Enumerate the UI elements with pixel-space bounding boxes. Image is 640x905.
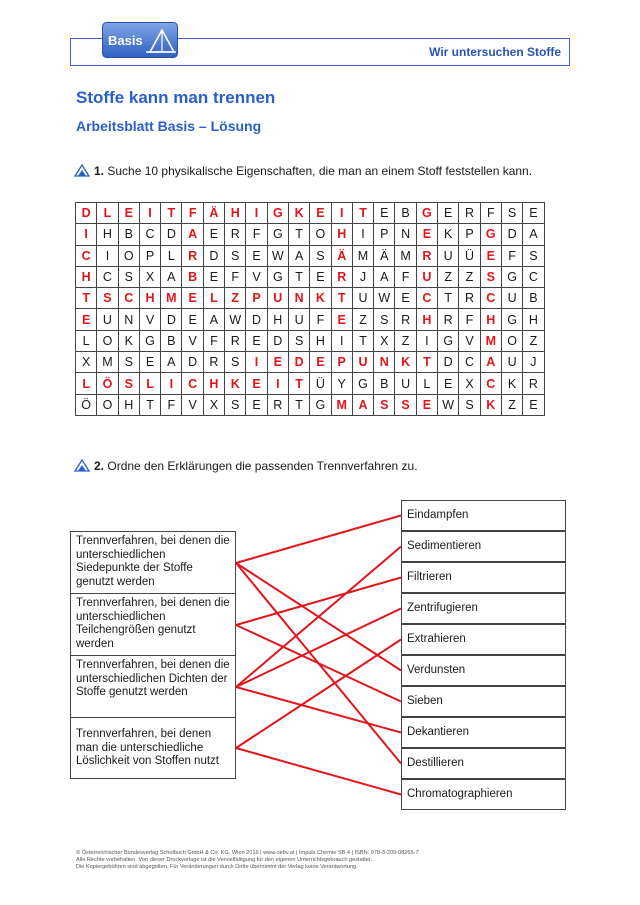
- grid-cell: T: [288, 224, 309, 245]
- header-title: Wir untersuchen Stoffe: [429, 45, 561, 59]
- grid-cell: E: [416, 224, 437, 245]
- explanation-box-3: Trennverfahren, bei denen die unterschiedlichen Dichten der Stoffe genutzt werden: [70, 655, 236, 718]
- grid-cell: R: [203, 352, 224, 373]
- grid-cell: C: [480, 373, 501, 394]
- grid-cell: T: [288, 373, 309, 394]
- task-2-number: 2.: [94, 459, 105, 473]
- grid-cell: I: [97, 245, 118, 266]
- grid-cell: I: [267, 373, 288, 394]
- task-1-text: Suche 10 physikalische Eigenschaften, die man an einem Stoff feststellen kann.: [107, 164, 533, 178]
- grid-cell: E: [267, 352, 288, 373]
- grid-cell: T: [288, 266, 309, 287]
- grid-cell: A: [523, 224, 544, 245]
- grid-cell: P: [331, 352, 352, 373]
- grid-cell: E: [523, 394, 544, 415]
- grid-cell: E: [182, 288, 203, 309]
- grid-cell: O: [97, 330, 118, 351]
- grid-cell: U: [395, 373, 416, 394]
- grid-cell: Z: [395, 330, 416, 351]
- explanation-box-1: Trennverfahren, bei denen die unterschiedlichen Siedepunkte der Stoffe genutzt werden: [70, 531, 236, 594]
- grid-cell: I: [161, 373, 182, 394]
- grid-cell: H: [310, 330, 331, 351]
- connection-line: [236, 625, 401, 702]
- grid-cell: K: [310, 288, 331, 309]
- grid-cell: F: [395, 266, 416, 287]
- grid-cell: V: [459, 330, 480, 351]
- grid-cell: U: [416, 266, 437, 287]
- grid-cell: V: [139, 309, 160, 330]
- grid-cell: M: [352, 245, 373, 266]
- grid-cell: T: [76, 288, 97, 309]
- grid-cell: K: [480, 394, 501, 415]
- grid-cell: F: [480, 203, 501, 224]
- grid-cell: B: [118, 224, 139, 245]
- grid-cell: M: [480, 330, 501, 351]
- grid-cell: S: [225, 394, 246, 415]
- method-box: Chromatographieren: [401, 779, 566, 810]
- grid-cell: Z: [225, 288, 246, 309]
- grid-cell: X: [139, 266, 160, 287]
- grid-cell: P: [374, 224, 395, 245]
- method-box: Sedimentieren: [401, 531, 566, 562]
- grid-cell: H: [331, 224, 352, 245]
- grid-cell: H: [76, 266, 97, 287]
- grid-cell: D: [182, 352, 203, 373]
- grid-cell: D: [438, 352, 459, 373]
- grid-cell: N: [374, 352, 395, 373]
- grid-cell: R: [182, 245, 203, 266]
- grid-cell: A: [203, 309, 224, 330]
- grid-cell: L: [416, 373, 437, 394]
- method-box: Sieben: [401, 686, 566, 717]
- grid-cell: F: [246, 224, 267, 245]
- grid-cell: S: [225, 352, 246, 373]
- grid-cell: X: [459, 373, 480, 394]
- grid-cell: R: [331, 266, 352, 287]
- grid-cell: S: [97, 288, 118, 309]
- grid-cell: E: [331, 309, 352, 330]
- grid-cell: B: [161, 330, 182, 351]
- grid-cell: N: [118, 309, 139, 330]
- page-subtitle: Arbeitsblatt Basis – Lösung: [76, 118, 262, 134]
- grid-cell: A: [182, 224, 203, 245]
- grid-cell: C: [118, 288, 139, 309]
- grid-cell: T: [288, 394, 309, 415]
- grid-cell: H: [118, 394, 139, 415]
- grid-cell: O: [118, 245, 139, 266]
- grid-cell: W: [225, 309, 246, 330]
- grid-cell: K: [395, 352, 416, 373]
- grid-cell: K: [438, 224, 459, 245]
- grid-cell: C: [97, 266, 118, 287]
- grid-cell: A: [161, 352, 182, 373]
- grid-cell: C: [480, 288, 501, 309]
- grid-cell: A: [288, 245, 309, 266]
- grid-cell: U: [352, 352, 373, 373]
- grid-cell: I: [331, 203, 352, 224]
- grid-cell: O: [310, 224, 331, 245]
- grid-cell: S: [480, 266, 501, 287]
- grid-cell: A: [480, 352, 501, 373]
- grid-cell: E: [139, 352, 160, 373]
- grid-cell: E: [118, 203, 139, 224]
- grid-cell: F: [161, 394, 182, 415]
- grid-cell: X: [76, 352, 97, 373]
- grid-cell: H: [523, 309, 544, 330]
- grid-cell: K: [501, 373, 522, 394]
- task-1-number: 1.: [94, 164, 105, 178]
- grid-cell: B: [182, 266, 203, 287]
- grid-cell: R: [438, 309, 459, 330]
- connection-line: [236, 609, 401, 688]
- grid-cell: T: [161, 203, 182, 224]
- grid-cell: K: [225, 373, 246, 394]
- grid-cell: M: [331, 394, 352, 415]
- grid-cell: F: [501, 245, 522, 266]
- grid-cell: T: [331, 288, 352, 309]
- grid-cell: C: [76, 245, 97, 266]
- grid-cell: D: [267, 330, 288, 351]
- grid-cell: E: [438, 203, 459, 224]
- grid-cell: U: [97, 309, 118, 330]
- grid-cell: K: [288, 203, 309, 224]
- grid-cell: A: [352, 394, 373, 415]
- grid-cell: E: [246, 373, 267, 394]
- grid-cell: Ä: [374, 245, 395, 266]
- grid-cell: E: [310, 352, 331, 373]
- grid-cell: V: [246, 266, 267, 287]
- grid-cell: S: [118, 352, 139, 373]
- grid-cell: Ö: [97, 373, 118, 394]
- grid-cell: E: [310, 266, 331, 287]
- grid-cell: D: [501, 224, 522, 245]
- grid-cell: D: [161, 309, 182, 330]
- grid-cell: Z: [523, 330, 544, 351]
- grid-cell: I: [352, 224, 373, 245]
- grid-cell: S: [501, 203, 522, 224]
- grid-cell: N: [395, 224, 416, 245]
- grid-cell: M: [97, 352, 118, 373]
- grid-cell: X: [203, 394, 224, 415]
- connection-line: [236, 748, 401, 795]
- grid-cell: I: [139, 203, 160, 224]
- grid-cell: S: [395, 394, 416, 415]
- grid-cell: I: [246, 352, 267, 373]
- grid-cell: S: [288, 330, 309, 351]
- grid-cell: C: [416, 288, 437, 309]
- grid-cell: R: [459, 203, 480, 224]
- grid-cell: E: [438, 373, 459, 394]
- grid-cell: D: [161, 224, 182, 245]
- grid-cell: B: [374, 373, 395, 394]
- grid-cell: E: [523, 203, 544, 224]
- grid-cell: Z: [352, 309, 373, 330]
- grid-cell: G: [310, 394, 331, 415]
- grid-cell: Z: [459, 266, 480, 287]
- grid-cell: G: [352, 373, 373, 394]
- grid-cell: E: [395, 288, 416, 309]
- grid-cell: L: [76, 373, 97, 394]
- grid-cell: W: [267, 245, 288, 266]
- grid-cell: H: [203, 373, 224, 394]
- grid-cell: R: [225, 224, 246, 245]
- grid-cell: H: [416, 309, 437, 330]
- footer-line: Alle Rechte vorbehalten. Von dieser Druckvorlage ist die Vervielfältigung für den eigenen Unterrichtsgebrauch gestattet.: [76, 857, 373, 863]
- grid-cell: C: [459, 352, 480, 373]
- grid-cell: U: [501, 352, 522, 373]
- method-box: Verdunsten: [401, 655, 566, 686]
- grid-cell: G: [480, 224, 501, 245]
- grid-cell: I: [76, 224, 97, 245]
- grid-cell: E: [246, 330, 267, 351]
- grid-cell: D: [76, 203, 97, 224]
- method-box: Zentrifugieren: [401, 593, 566, 624]
- grid-cell: W: [438, 394, 459, 415]
- grid-cell: S: [310, 245, 331, 266]
- method-box: Dekantieren: [401, 717, 566, 748]
- grid-cell: G: [139, 330, 160, 351]
- grid-cell: R: [416, 245, 437, 266]
- grid-cell: S: [459, 394, 480, 415]
- grid-cell: R: [267, 394, 288, 415]
- grid-cell: D: [203, 245, 224, 266]
- grid-cell: M: [395, 245, 416, 266]
- grid-cell: V: [182, 394, 203, 415]
- grid-cell: L: [139, 373, 160, 394]
- grid-cell: T: [438, 288, 459, 309]
- grid-cell: U: [352, 288, 373, 309]
- grid-cell: I: [331, 330, 352, 351]
- grid-cell: C: [523, 266, 544, 287]
- method-box: Eindampfen: [401, 500, 566, 531]
- method-box: Extrahieren: [401, 624, 566, 655]
- grid-cell: U: [267, 288, 288, 309]
- grid-cell: A: [374, 266, 395, 287]
- grid-cell: T: [139, 394, 160, 415]
- grid-cell: G: [416, 203, 437, 224]
- grid-cell: W: [374, 288, 395, 309]
- grid-cell: G: [438, 330, 459, 351]
- grid-cell: L: [97, 203, 118, 224]
- grid-cell: P: [246, 288, 267, 309]
- grid-cell: D: [246, 309, 267, 330]
- grid-cell: F: [225, 266, 246, 287]
- footer: [76, 850, 419, 871]
- grid-cell: G: [501, 309, 522, 330]
- grid-cell: H: [225, 203, 246, 224]
- footer-line: Die Kopiergebühren sind abgegolten. Für Veränderungen durch Dritte übernimmt der Verlag keine Verantwortung.: [76, 864, 358, 870]
- grid-cell: S: [118, 373, 139, 394]
- grid-cell: G: [501, 266, 522, 287]
- grid-cell: S: [374, 309, 395, 330]
- grid-cell: Ä: [331, 245, 352, 266]
- grid-cell: Ö: [76, 394, 97, 415]
- grid-cell: T: [352, 330, 373, 351]
- grid-cell: O: [97, 394, 118, 415]
- grid-cell: S: [523, 245, 544, 266]
- page-title: Stoffe kann man trennen: [76, 88, 276, 107]
- grid-cell: E: [416, 394, 437, 415]
- task-2-text: Ordne den Erklärungen die passenden Trennverfahren zu.: [107, 459, 418, 473]
- grid-cell: R: [395, 309, 416, 330]
- grid-cell: Ü: [459, 245, 480, 266]
- grid-cell: T: [416, 352, 437, 373]
- grid-cell: P: [459, 224, 480, 245]
- grid-cell: E: [203, 224, 224, 245]
- grid-cell: E: [203, 266, 224, 287]
- grid-cell: U: [438, 245, 459, 266]
- grid-cell: M: [161, 288, 182, 309]
- grid-cell: H: [480, 309, 501, 330]
- grid-cell: F: [182, 203, 203, 224]
- grid-cell: S: [225, 245, 246, 266]
- grid-cell: Ä: [203, 203, 224, 224]
- grid-cell: R: [459, 288, 480, 309]
- grid-cell: E: [374, 203, 395, 224]
- grid-cell: L: [161, 245, 182, 266]
- grid-cell: D: [288, 352, 309, 373]
- grid-cell: J: [523, 352, 544, 373]
- explanation-box-4: Trennverfahren, bei denen man die unterschiedliche Löslichkeit von Stoffen nutzt: [70, 717, 236, 779]
- explanation-box-2: Trennverfahren, bei denen die unterschiedlichen Teilchengrößen genutzt werden: [70, 593, 236, 656]
- connection-line: [236, 516, 401, 564]
- grid-cell: E: [310, 203, 331, 224]
- grid-cell: E: [480, 245, 501, 266]
- grid-cell: G: [267, 224, 288, 245]
- method-box: Destillieren: [401, 748, 566, 779]
- grid-cell: L: [76, 330, 97, 351]
- grid-cell: G: [267, 266, 288, 287]
- grid-cell: S: [374, 394, 395, 415]
- grid-cell: F: [459, 309, 480, 330]
- method-box: Filtrieren: [401, 562, 566, 593]
- grid-cell: F: [203, 330, 224, 351]
- grid-cell: S: [118, 266, 139, 287]
- connection-line: [236, 547, 401, 688]
- footer-line: © Österreichischer Bundesverlag Schulbuch GmbH & Co. KG, Wien 2016 | www.oebv.at | Impuls Chemie SB 4 | ISBN: 978-3-209-08265-7: [76, 850, 419, 856]
- grid-cell: H: [267, 309, 288, 330]
- grid-cell: V: [182, 330, 203, 351]
- grid-cell: B: [395, 203, 416, 224]
- grid-cell: Y: [331, 373, 352, 394]
- logo-text: Basis: [108, 33, 143, 48]
- grid-cell: R: [225, 330, 246, 351]
- grid-cell: X: [374, 330, 395, 351]
- grid-cell: C: [182, 373, 203, 394]
- grid-cell: Z: [501, 394, 522, 415]
- grid-cell: L: [203, 288, 224, 309]
- grid-cell: G: [267, 203, 288, 224]
- grid-cell: R: [523, 373, 544, 394]
- grid-cell: Z: [438, 266, 459, 287]
- grid-cell: K: [118, 330, 139, 351]
- grid-cell: O: [501, 330, 522, 351]
- grid-cell: H: [97, 224, 118, 245]
- grid-cell: U: [501, 288, 522, 309]
- grid-cell: U: [288, 309, 309, 330]
- grid-cell: T: [352, 203, 373, 224]
- grid-cell: C: [139, 224, 160, 245]
- grid-cell: B: [523, 288, 544, 309]
- grid-cell: A: [161, 266, 182, 287]
- grid-cell: E: [76, 309, 97, 330]
- grid-cell: E: [246, 245, 267, 266]
- grid-cell: Ü: [310, 373, 331, 394]
- grid-cell: I: [246, 203, 267, 224]
- grid-cell: I: [416, 330, 437, 351]
- grid-cell: F: [310, 309, 331, 330]
- grid-cell: N: [288, 288, 309, 309]
- grid-cell: P: [139, 245, 160, 266]
- grid-cell: E: [182, 309, 203, 330]
- grid-cell: E: [246, 394, 267, 415]
- grid-cell: J: [352, 266, 373, 287]
- grid-cell: H: [139, 288, 160, 309]
